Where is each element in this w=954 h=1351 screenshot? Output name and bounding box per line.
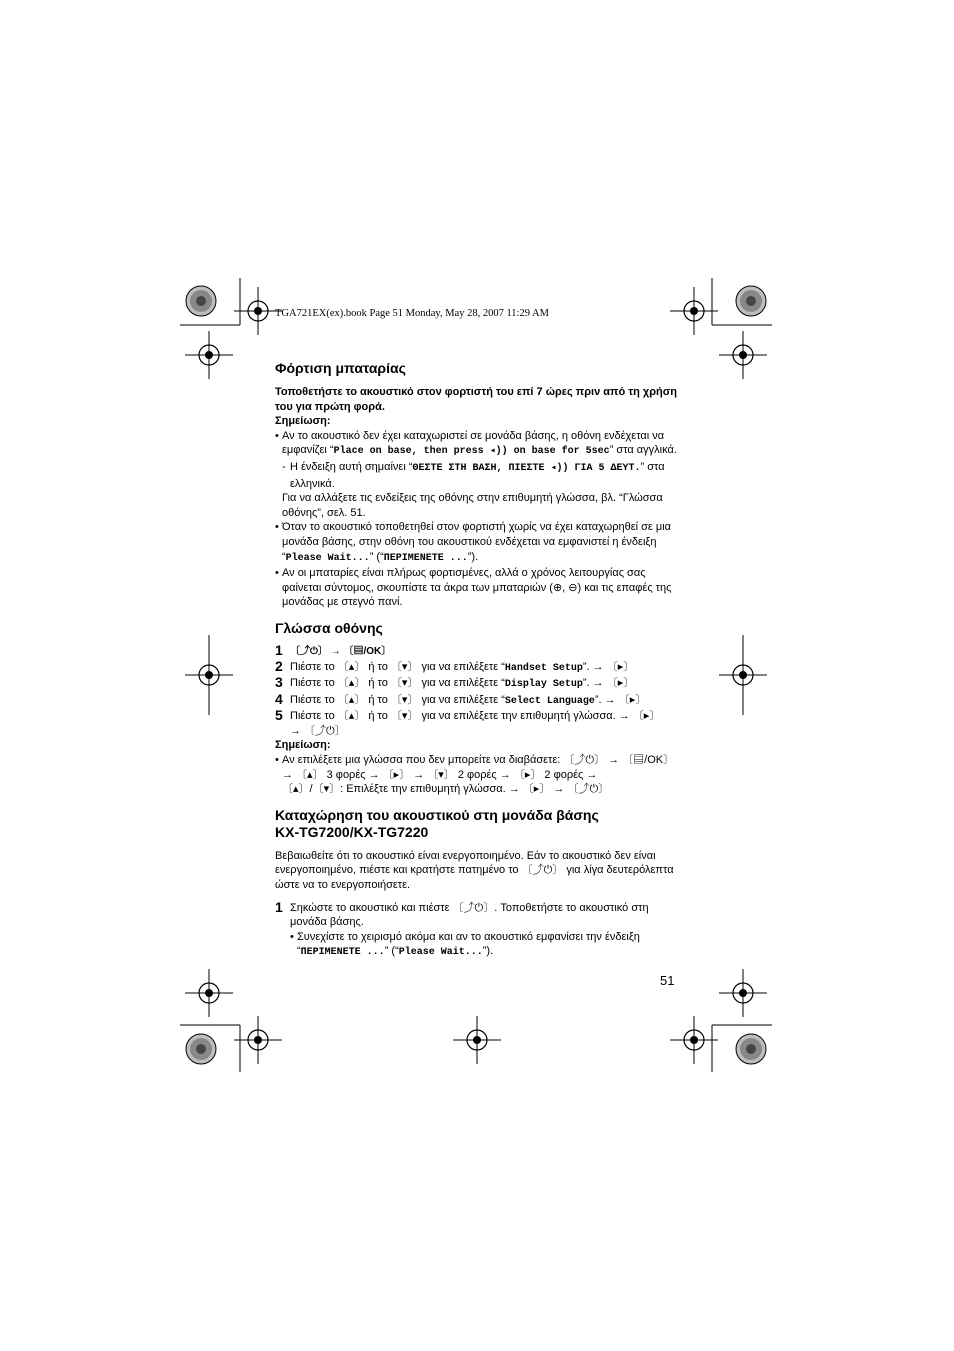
note-text: → 〔▴〕 3 φορές → 〔▸〕 → 〔▾〕 2 φορές → 〔▸〕 2 φορές → [282, 768, 598, 781]
section-title-registration: Καταχώρηση του ακουστικού στη μονάδα βάσης [275, 806, 599, 823]
step-1: 1 Σηκώστε το ακουστικό και πιέστε 〔⤴⏻〕. Τοποθετήστε το ακουστικό στη μονάδα βάσης. [275, 898, 649, 929]
step-sub-bullet: • Συνεχίστε το χειρισμό ακόμα και αν το ακουστικό εμφανίσει την ένδειξη “ΠΕΡΙΜΕΝΕΤΕ ...” (“Please Wait...”). [275, 930, 680, 961]
step-5: 5 Πιέστε το 〔▴〕 ή το 〔▾〕 για να επιλέξετε την επιθυμητή γλώσσα. → 〔▸〕 [275, 707, 661, 724]
step-1: 1 〔⤴⏻〕 → 〔▤/OK〕 [275, 641, 392, 658]
step-4: 4 Πιέστε το 〔▴〕 ή το 〔▾〕 για να επιλέξετε “Select Language”. → 〔▸〕 [275, 690, 647, 707]
star-target-icon [186, 1034, 216, 1064]
battery-intro: Τοποθετήστε το ακουστικό στον φορτιστή του επί 7 ώρες πριν από τη χρήση του για πρώτη φορά. [275, 386, 678, 413]
note-bullet: • Όταν το ακουστικό τοποθετηθεί στον φορτιστή χωρίς να έχει καταχωρηθεί σε μια μονάδα βάσης, στην οθόνη του ακουστικού ενδέχεται να εμφανιστεί η ένδειξη “Please Wait...” (“ΠΕΡΙΜΕΝΕΤΕ ...”). [275, 520, 680, 566]
note-text: Για να αλλάξετε τις ενδείξεις της οθόνης στην επιθυμητή γλώσσα, βλ. “Γλώσσα οθόνης”, σελ. 51. [282, 492, 663, 519]
note-sub-item: - Η ένδειξη αυτή σημαίνει “ΘΕΣΤΕ ΣΤΗ ΒΑΣΗ, ΠΙΕΣΤΕ ◂)) ΓΙΑ 5 ΔΕΥΤ.” στα ελληνικά. [275, 460, 680, 491]
step-5-continued: → 〔⤴⏻〕 [290, 724, 346, 737]
note-bullet: • Αν το ακουστικό δεν έχει καταχωριστεί σε μονάδα βάσης, η οθόνη ενδέχεται να εμφανίζει “Place on base, then press ◂)) on base for 5sec” στα αγγλικά. [275, 429, 680, 460]
section-title-language: Γλώσσα οθόνης [275, 619, 383, 636]
note-label: Σημείωση: [275, 739, 331, 752]
page-number: 51 [660, 973, 675, 988]
registration-intro: Βεβαιωθείτε ότι το ακουστικό είναι ενεργοποιημένο. Εάν το ακουστικό δεν είναι ενεργοποιημένο, πιέστε και κρατήστε πατημένο το 〔⤴⏻〕 για λίγα δευτερόλεπτα ώστε να το ενεργοποιήσετε. [275, 849, 674, 892]
step-3: 3 Πιέστε το 〔▴〕 ή το 〔▾〕 για να επιλέξετε “Display Setup”. → 〔▸〕 [275, 674, 635, 691]
page-content [275, 360, 680, 961]
star-target-icon [736, 1034, 766, 1064]
star-target-icon [186, 286, 216, 316]
print-header: TGA721EX(ex).book Page 51 Monday, May 28, 2007 11:29 AM [275, 308, 549, 319]
note-text: 〔▴〕/〔▾〕: Επιλέξτε την επιθυμητή γλώσσα. → 〔▸〕 → 〔⤴⏻〕 [282, 783, 610, 796]
note-bullet: • Αν επιλέξετε μια γλώσσα που δεν μπορείτε να διαβάσετε: 〔⤴⏻〕 → 〔▤/OK〕 [275, 753, 680, 768]
section-subtitle-model: KX-TG7200/KX-TG7220 [275, 823, 429, 840]
note-bullet: • Αν οι μπαταρίες είναι πλήρως φορτισμένες, αλλά ο χρόνος λειτουργίας σας φαίνεται σύντομος, σκουπίστε τα άκρα των μπαταριών (⊕, ⊖) και τις επαφές της μονάδας με στεγνό πανί. [275, 566, 680, 610]
star-target-icon [736, 286, 766, 316]
note-label: Σημείωση: [275, 415, 331, 428]
step-2: 2 Πιέστε το 〔▴〕 ή το 〔▾〕 για να επιλέξετε “Handset Setup”. → 〔▸〕 [275, 657, 635, 674]
section-title-battery: Φόρτιση μπαταρίας [275, 360, 406, 376]
